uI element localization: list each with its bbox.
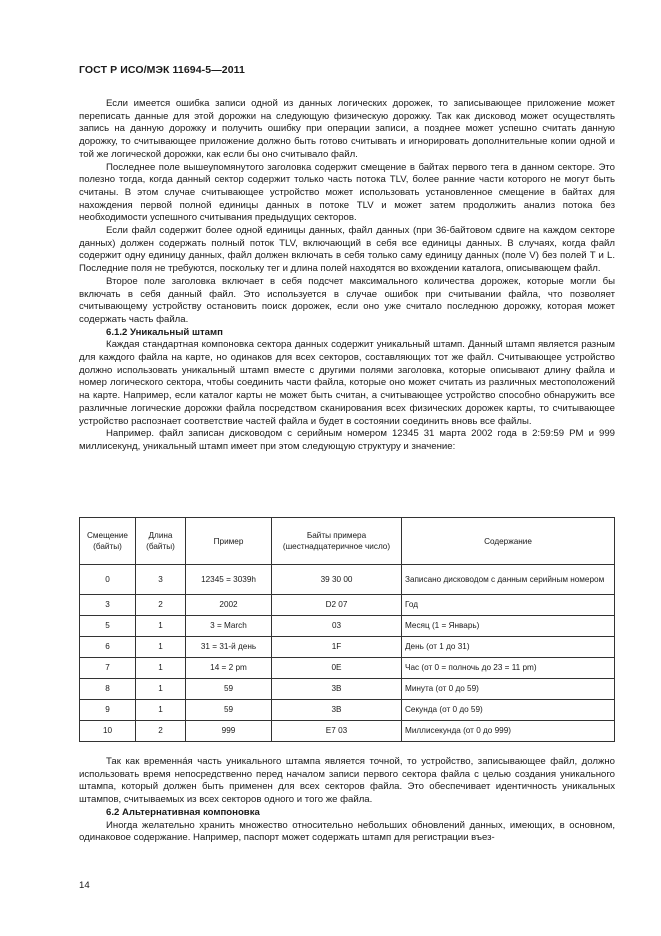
table-cell: Записано дисководом с данным серийным номером [402, 565, 615, 595]
table-row [80, 616, 615, 637]
paragraph: Если файл содержит более одной единицы данных, файл данных (при 36-байтовом сдвиге на каждом секторе данных) должен содержать полный поток TLV, включающий в себя все единицы данных. В случаях, когда файл содержит одну единицу данных, файл должен включать в себя только саму единицу данных (поле V) без полей T и L. Последние поля не требуются, поскольку тег и длина полей находятся во вхождении каталога, описывающем файл. [79, 225, 615, 275]
table-row [80, 595, 615, 616]
table-cell: 3B [272, 700, 402, 721]
table-cell: 6 [80, 637, 136, 658]
table-cell: 1 [136, 637, 186, 658]
table-cell: 1 [136, 679, 186, 700]
table-cell: 2 [136, 721, 186, 742]
column-header: Пример [186, 518, 272, 565]
table-row [80, 658, 615, 679]
table-cell: Год [402, 595, 615, 616]
table-cell: 7 [80, 658, 136, 679]
table-cell: Месяц (1 = Январь) [402, 616, 615, 637]
body-text-bottom [79, 756, 615, 845]
table-cell: 10 [80, 721, 136, 742]
unique-stamp-table [79, 517, 615, 742]
section-heading-6-2: 6.2 Альтернативная компоновка [106, 806, 260, 818]
table-cell: Минута (от 0 до 59) [402, 679, 615, 700]
column-header: Содержание [402, 518, 615, 565]
table-cell: 3 = March [186, 616, 272, 637]
document-header: ГОСТ Р ИСО/МЭК 11694-5—2011 [79, 64, 245, 76]
table-cell: 03 [272, 616, 402, 637]
table-row [80, 565, 615, 595]
table-cell: 1 [136, 700, 186, 721]
body-text-top [79, 98, 615, 454]
paragraph: Если имеется ошибка записи одной из данных логических дорожек, то записывающее приложение может переписать данные для этой дорожки на следующую физическую дорожку. Так как дисковод может осуществлять запись на данную дорожку и получить ошибку при операции записи, а позднее может успешно считать данную дорожку, то считывающее приложение должно быть готово считывать и игнорировать дополнительные копии одной и той же логической дорожки, как если бы оно считывало файл. [79, 98, 615, 160]
table-cell: Секунда (от 0 до 59) [402, 700, 615, 721]
table-cell: 2002 [186, 595, 272, 616]
page-number: 14 [79, 880, 90, 891]
table-cell: 2 [136, 595, 186, 616]
column-header: Смещение (байты) [80, 518, 136, 565]
table-cell: 5 [80, 616, 136, 637]
paragraph: Так как временна́я часть уникального штампа является точной, то устройство, записывающее файл, должно использовать время непосредственно перед началом записи первого сектора файла с целью создания уникального штампа, который должен быть применен для всех секторов файла. Это обеспечивает идентичность уникальных штампов, считываемых из всех секторов одного и того же файла. [79, 756, 615, 806]
table-cell: Час (от 0 = полночь до 23 = 11 pm) [402, 658, 615, 679]
table-cell: 1 [136, 616, 186, 637]
table-cell: 8 [80, 679, 136, 700]
table-cell: 59 [186, 679, 272, 700]
table-cell: 59 [186, 700, 272, 721]
paragraph: Каждая стандартная компоновка сектора данных содержит уникальный штамп. Данный штамп является разным для каждого файла на карте, но одинаков для всех секторов, составляющих тот же файл. Считывающее устройство должно использовать уникальный штамп вместе с другими полями заголовка, которые описывают длину файла и номер логического сектора, чтобы соединить части файла, которые оно может считать из различных местоположений на карте. Например, если каталог карты не может быть считан, а считывающее устройство способно обнаружить все различные логические дорожки файла посредством сканирования всех физических дорожек карты, то считывающее устройство распознает соответствие частей файла и будет в состоянии соединить вновь все файлы. [79, 339, 615, 427]
table-cell: 999 [186, 721, 272, 742]
table-row [80, 721, 615, 742]
table-header-row [80, 518, 615, 565]
table-cell: 31 = 31-й день [186, 637, 272, 658]
table-cell: 3 [136, 565, 186, 595]
paragraph: Например. файл записан дисководом с серийным номером 12345 31 марта 2002 года в 2:59:59 PM и 999 миллисекунд, уникальный штамп имеет при этом следующую структуру и значение: [79, 428, 615, 452]
section-heading-6-1-2: 6.1.2 Уникальный штамп [106, 326, 223, 338]
table-cell: 39 30 00 [272, 565, 402, 595]
table-row [80, 637, 615, 658]
table-row [80, 679, 615, 700]
paragraph: Иногда желательно хранить множество относительно небольших обновлений данных, имеющих, в основном, одинаковое содержание. Например, паспорт может содержать штамп для регистрации въез- [79, 819, 615, 844]
table-cell: 0E [272, 658, 402, 679]
table-cell: 3 [80, 595, 136, 616]
table-cell: 1F [272, 637, 402, 658]
column-header: Длина (байты) [136, 518, 186, 565]
table-cell: 1 [136, 658, 186, 679]
table-cell: 9 [80, 700, 136, 721]
table-cell: 12345 = 3039h [186, 565, 272, 595]
table-cell: D2 07 [272, 595, 402, 616]
table-cell: E7 03 [272, 721, 402, 742]
table-cell: Миллисекунда (от 0 до 999) [402, 721, 615, 742]
column-header: Байты примера (шестнадцатеричное число) [272, 518, 402, 565]
paragraph: Последнее поле вышеупомянутого заголовка содержит смещение в байтах первого тега в данном секторе. Это полезно тогда, когда данный сектор содержит только часть потока TLV, более ранние части которого не могут быть считаны. В этом случае считывающее устройство может использовать установленное смещение в байтах для нахождения первой полной единицы данных в потоке TLV и может затем продолжить анализ потока без необходимости успешного считывания предыдущих секторов. [79, 161, 615, 224]
table-cell: 14 = 2 pm [186, 658, 272, 679]
table-cell: День (от 1 до 31) [402, 637, 615, 658]
table-cell: 3B [272, 679, 402, 700]
table-row [80, 700, 615, 721]
paragraph: Второе поле заголовка включает в себя подсчет максимального количества дорожек, которые могли бы включать в себя данный файл. Это используется в случае ошибок при считывании файла, что позволяет считывающему устройству остановить поиск дорожек, если оно уже считало последнюю дорожку, которая может содержать часть файла. [79, 275, 615, 325]
table-cell: 0 [80, 565, 136, 595]
